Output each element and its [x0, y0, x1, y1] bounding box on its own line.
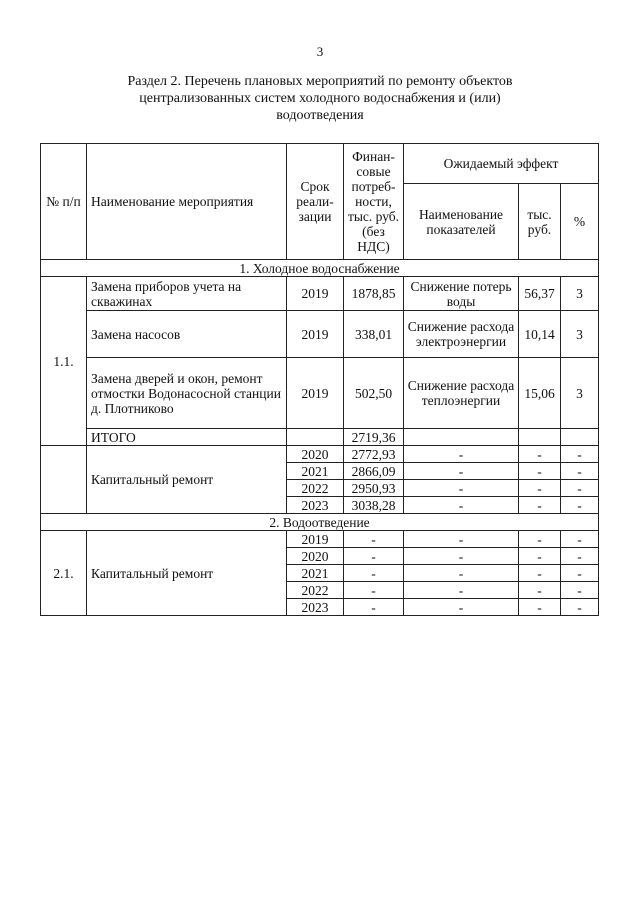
header-indicator: Наименование показателей: [404, 184, 519, 260]
rub-cell: 10,14: [519, 311, 561, 358]
percent-cell: [561, 429, 599, 446]
table-row: [41, 311, 599, 358]
title-line: водоотведения: [276, 108, 364, 123]
year-cell: 2019: [287, 277, 344, 311]
percent-cell: -: [561, 582, 599, 599]
indicator-cell: -: [404, 531, 519, 548]
total-row: [41, 429, 599, 446]
header-effect: Ожидаемый эффект: [404, 144, 599, 184]
indicator-cell: -: [404, 497, 519, 514]
cost-cell: 1878,85: [344, 277, 404, 311]
indicator-cell: -: [404, 599, 519, 616]
cost-cell: -: [344, 531, 404, 548]
rub-cell: -: [519, 599, 561, 616]
section-heading: 1. Холодное водоснабжение: [41, 260, 599, 277]
header-percent: %: [561, 184, 599, 260]
year-cell: 2021: [287, 463, 344, 480]
cost-cell: -: [344, 548, 404, 565]
total-value: 2719,36: [344, 429, 404, 446]
indicator-cell: -: [404, 463, 519, 480]
year-cell: 2021: [287, 565, 344, 582]
year-cell: 2020: [287, 548, 344, 565]
cost-cell: -: [344, 565, 404, 582]
table-row: [41, 531, 599, 548]
indicator-cell: -: [404, 446, 519, 463]
year-cell: 2019: [287, 531, 344, 548]
percent-cell: -: [561, 446, 599, 463]
cost-cell: 2950,93: [344, 480, 404, 497]
percent-cell: 3: [561, 277, 599, 311]
table-row: [41, 446, 599, 463]
cost-cell: 3038,28: [344, 497, 404, 514]
year-cell: 2022: [287, 480, 344, 497]
section-title: [60, 73, 580, 124]
indicator-cell: -: [404, 548, 519, 565]
title-line: централизованных систем холодного водоснабжения и (или): [139, 91, 501, 106]
indicator-cell: -: [404, 565, 519, 582]
year-cell: 2019: [287, 311, 344, 358]
rub-cell: -: [519, 582, 561, 599]
indicator-cell: Снижение расхода теплоэнергии: [404, 358, 519, 429]
measure-name: Замена дверей и окон, ремонт отмостки Водонасосной станции д. Плотниково: [87, 358, 287, 429]
rub-cell: -: [519, 446, 561, 463]
rub-cell: 56,37: [519, 277, 561, 311]
indicator-cell: -: [404, 480, 519, 497]
table-row: [41, 358, 599, 429]
measure-name: Капитальный ремонт: [87, 446, 287, 514]
rub-cell: 15,06: [519, 358, 561, 429]
header-name: Наименование мероприятия: [87, 144, 287, 260]
header-thousand-rub: тыс. руб.: [519, 184, 561, 260]
percent-cell: -: [561, 565, 599, 582]
title-line: Раздел 2. Перечень плановых мероприятий по ремонту объектов: [127, 74, 513, 89]
measure-name: Замена приборов учета на скважинах: [87, 277, 287, 311]
indicator-cell: -: [404, 582, 519, 599]
indicator-cell: Снижение потерь воды: [404, 277, 519, 311]
header-finance: Финан-совые потреб-ности, тыс. руб. (без НДС): [344, 144, 404, 260]
cost-cell: 2866,09: [344, 463, 404, 480]
cost-cell: 502,50: [344, 358, 404, 429]
year-cell: 2023: [287, 599, 344, 616]
indicator-cell: Снижение расхода электроэнергии: [404, 311, 519, 358]
rub-cell: -: [519, 497, 561, 514]
percent-cell: -: [561, 548, 599, 565]
row-number: 2.1.: [41, 531, 87, 616]
percent-cell: 3: [561, 358, 599, 429]
rub-cell: -: [519, 480, 561, 497]
year-cell: 2019: [287, 358, 344, 429]
measures-table: [40, 143, 599, 616]
rub-cell: [519, 429, 561, 446]
header-term: Срок реали-зации: [287, 144, 344, 260]
percent-cell: -: [561, 463, 599, 480]
percent-cell: -: [561, 599, 599, 616]
percent-cell: -: [561, 531, 599, 548]
rub-cell: -: [519, 565, 561, 582]
percent-cell: 3: [561, 311, 599, 358]
year-cell: [287, 429, 344, 446]
section-heading: 2. Водоотведение: [41, 514, 599, 531]
row-number: 1.1.: [41, 277, 87, 446]
year-cell: 2022: [287, 582, 344, 599]
rub-cell: -: [519, 548, 561, 565]
measure-name: Капитальный ремонт: [87, 531, 287, 616]
measure-name: Замена насосов: [87, 311, 287, 358]
rub-cell: -: [519, 531, 561, 548]
header-num: № п/п: [41, 144, 87, 260]
year-cell: 2023: [287, 497, 344, 514]
rub-cell: -: [519, 463, 561, 480]
row-number: [41, 446, 87, 514]
percent-cell: -: [561, 497, 599, 514]
indicator-cell: [404, 429, 519, 446]
table-row: [41, 277, 599, 311]
cost-cell: 2772,93: [344, 446, 404, 463]
total-label: ИТОГО: [87, 429, 287, 446]
cost-cell: -: [344, 599, 404, 616]
page-number: 3: [316, 44, 324, 59]
cost-cell: -: [344, 582, 404, 599]
year-cell: 2020: [287, 446, 344, 463]
percent-cell: -: [561, 480, 599, 497]
cost-cell: 338,01: [344, 311, 404, 358]
